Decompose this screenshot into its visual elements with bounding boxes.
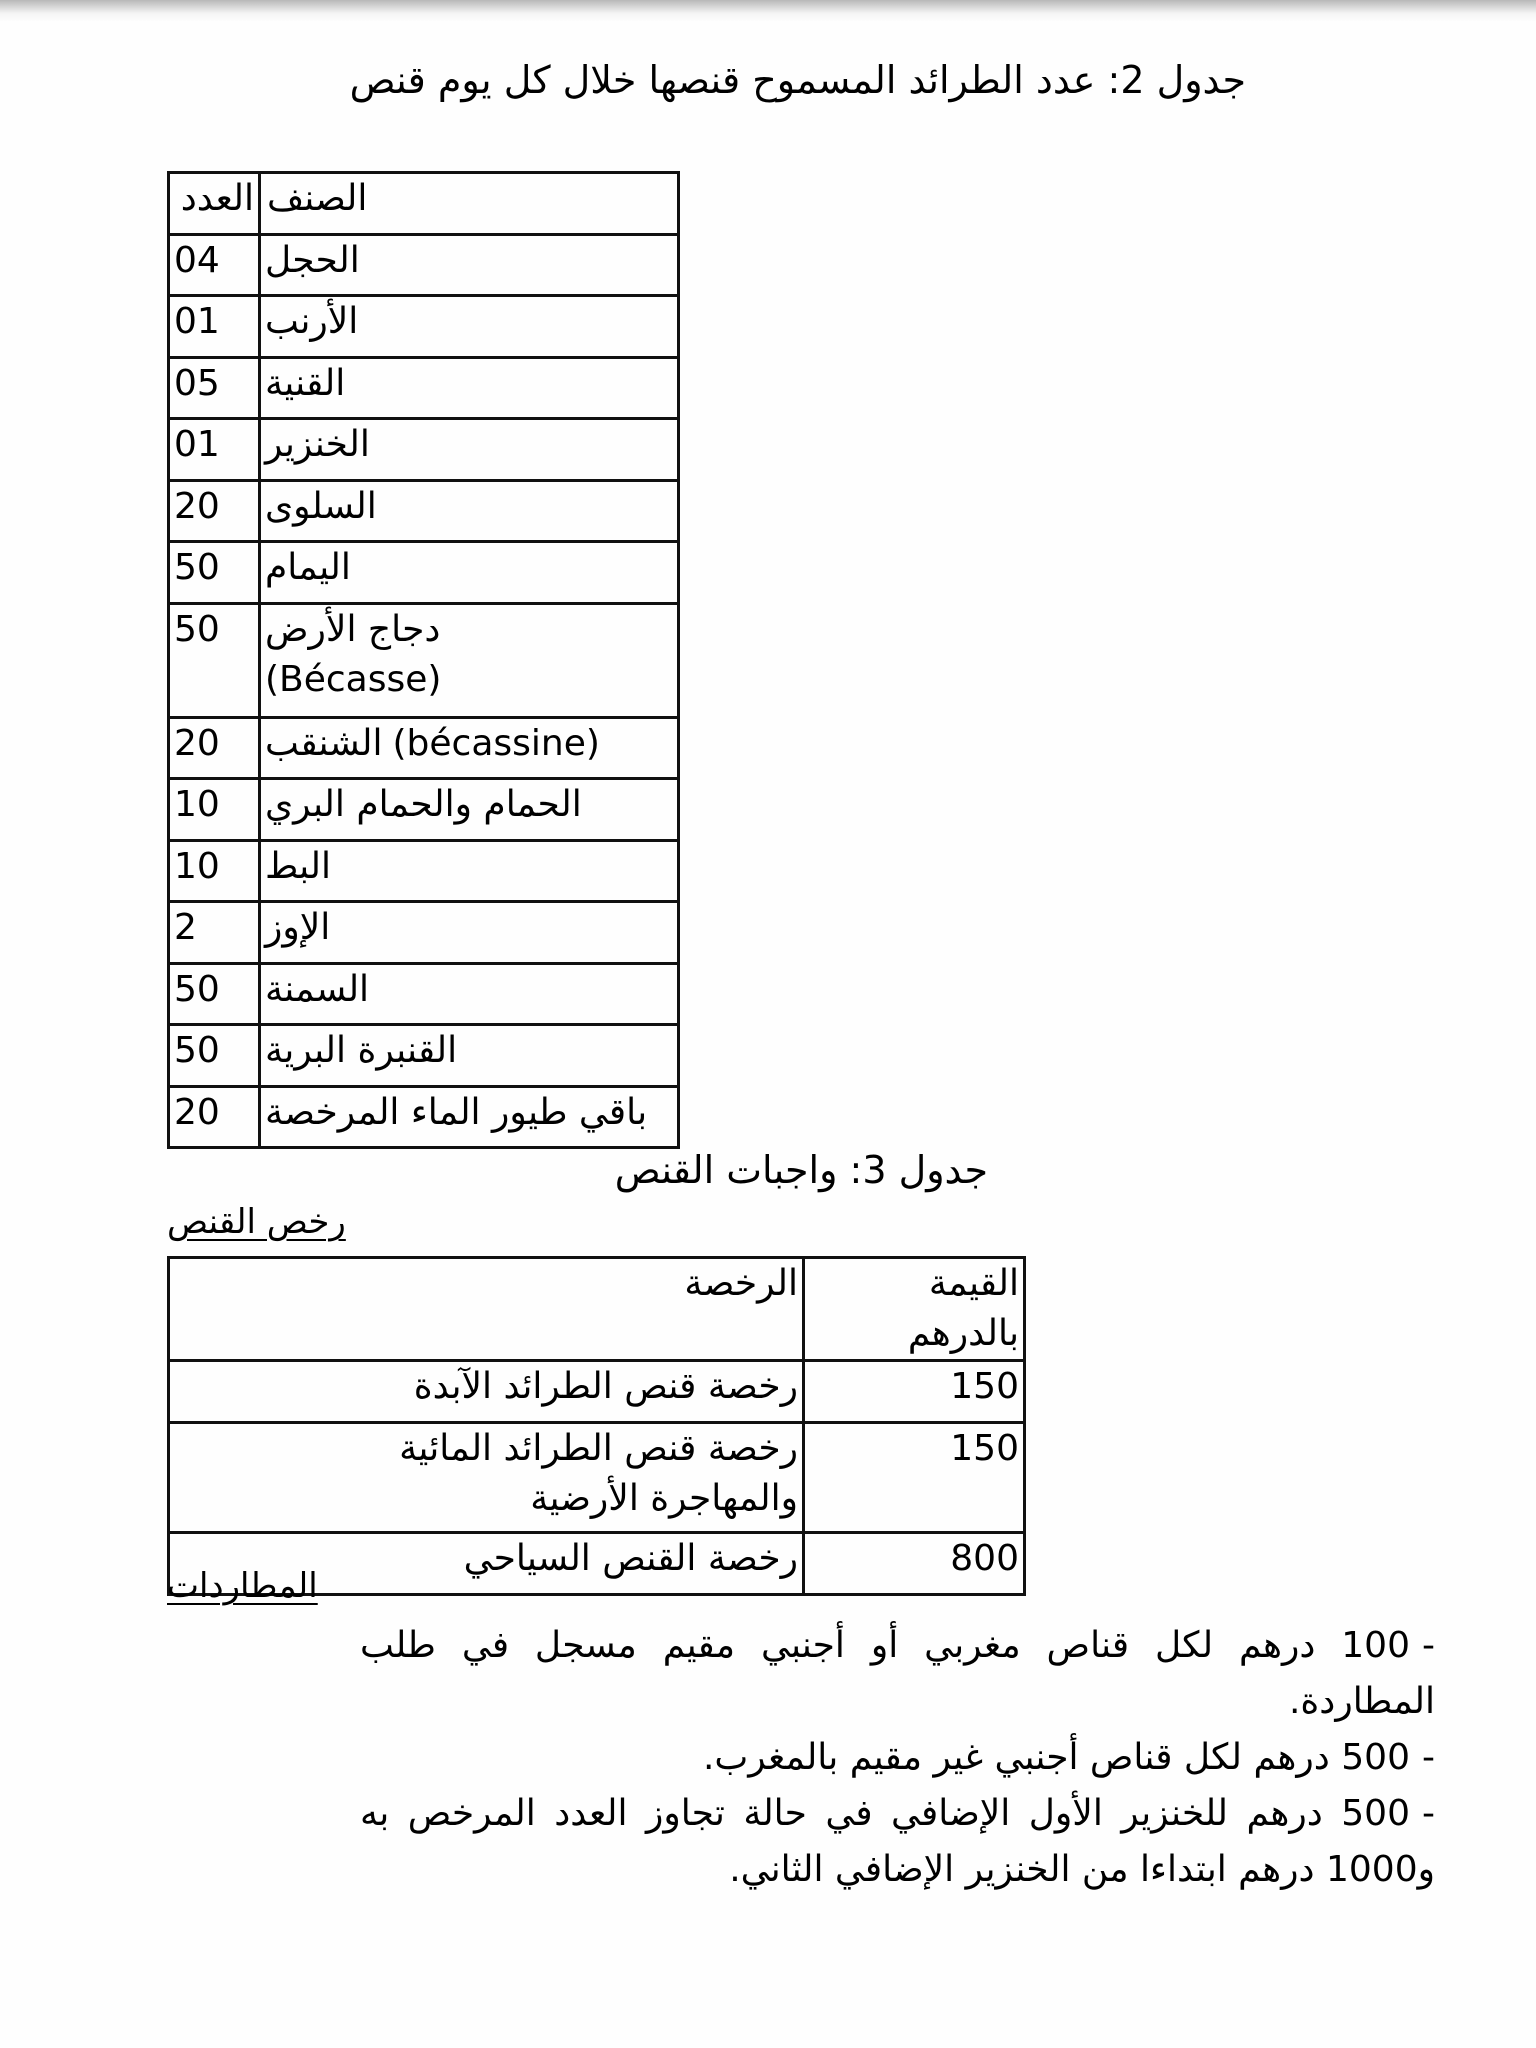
header-count: العدد bbox=[169, 173, 260, 235]
species-name: السلوى bbox=[265, 485, 377, 527]
top-edge-shadow bbox=[0, 0, 1536, 22]
table-row bbox=[169, 1025, 679, 1087]
count-cell: 20 bbox=[169, 480, 260, 542]
licenses-table bbox=[167, 1256, 1026, 1596]
bullet-dash: - bbox=[1422, 1625, 1435, 1666]
bullet-dash: - bbox=[1422, 1737, 1435, 1778]
table3-caption: جدول 3: واجبات القنص bbox=[614, 1148, 988, 1192]
table-row bbox=[169, 1086, 679, 1148]
table-row bbox=[169, 419, 679, 481]
table-row bbox=[169, 840, 679, 902]
species-name: دجاج الأرض bbox=[265, 608, 441, 650]
species-name: الحمام والحمام البري bbox=[265, 784, 582, 825]
chases-heading: المطاردات bbox=[167, 1566, 318, 1606]
count-cell: 50 bbox=[169, 1025, 260, 1087]
table-row bbox=[169, 963, 679, 1025]
daily-limits-table bbox=[167, 171, 680, 1149]
header-species: الصنف bbox=[260, 173, 679, 235]
species-cell bbox=[260, 296, 679, 358]
table-row bbox=[169, 542, 679, 604]
count-cell: 10 bbox=[169, 779, 260, 841]
table-row bbox=[169, 1423, 1025, 1533]
table-row bbox=[169, 296, 679, 358]
chase-item bbox=[360, 1730, 1435, 1786]
species-latin-name: (Bécasse) bbox=[265, 658, 442, 700]
count-cell: 50 bbox=[169, 963, 260, 1025]
species-cell bbox=[260, 480, 679, 542]
species-name: الإوز bbox=[265, 907, 331, 948]
species-cell bbox=[260, 603, 679, 717]
chase-text: 500 درهم للخنزير الأول الإضافي في حالة تجاوز العدد المرخص به و1000 درهم ابتداءا من الخنزير الإضافي الثاني. bbox=[360, 1793, 1435, 1890]
species-cell bbox=[260, 419, 679, 481]
chase-item bbox=[360, 1618, 1435, 1730]
species-wrap bbox=[265, 719, 610, 769]
species-cell bbox=[260, 963, 679, 1025]
count-cell: 50 bbox=[169, 603, 260, 717]
species-cell bbox=[260, 1086, 679, 1148]
table-row bbox=[169, 1361, 1025, 1423]
table-row bbox=[169, 779, 679, 841]
count-cell: 04 bbox=[169, 234, 260, 296]
table-row bbox=[169, 480, 679, 542]
license-cell: رخصة قنص الطرائد الآبدة bbox=[169, 1361, 804, 1423]
count-cell: 05 bbox=[169, 357, 260, 419]
chase-text: 500 درهم لكل قناص أجنبي غير مقيم بالمغرب. bbox=[702, 1737, 1410, 1778]
table-row bbox=[169, 234, 679, 296]
species-cell bbox=[260, 779, 679, 841]
table-row bbox=[169, 357, 679, 419]
species-name: الشنقب bbox=[265, 722, 383, 764]
chase-item bbox=[360, 1786, 1435, 1898]
table2-caption: جدول 2: عدد الطرائد المسموح قنصها خلال كل يوم قنص bbox=[349, 58, 1246, 102]
species-name: السمنة bbox=[265, 968, 370, 1010]
species-name: الأرنب bbox=[265, 301, 359, 342]
chase-text: 100 درهم لكل قناص مغربي أو أجنبي مقيم مسجل في طلب المطاردة. bbox=[360, 1625, 1435, 1722]
licenses-heading: رخص القنص bbox=[167, 1202, 346, 1242]
header-value: القيمة بالدرهم bbox=[804, 1258, 1025, 1361]
license-cell: رخصة القنص السياحي bbox=[169, 1533, 804, 1595]
species-cell bbox=[260, 902, 679, 964]
species-name: اليمام bbox=[265, 547, 351, 588]
species-cell bbox=[260, 1025, 679, 1087]
bullet-dash: - bbox=[1422, 1793, 1435, 1834]
license-cell: رخصة قنص الطرائد المائية والمهاجرة الأرضية bbox=[169, 1423, 804, 1533]
table-row bbox=[169, 717, 679, 779]
species-latin-name: (bécassine) bbox=[392, 722, 600, 764]
table-header-row bbox=[169, 173, 679, 235]
table-header-row bbox=[169, 1258, 1025, 1361]
species-cell bbox=[260, 234, 679, 296]
count-cell: 50 bbox=[169, 542, 260, 604]
value-cell: 150 bbox=[804, 1423, 1025, 1533]
value-cell: 800 bbox=[804, 1533, 1025, 1595]
species-cell bbox=[260, 840, 679, 902]
count-cell: 01 bbox=[169, 296, 260, 358]
header-license: الرخصة bbox=[169, 1258, 804, 1361]
species-cell bbox=[260, 542, 679, 604]
species-name: الخنزير bbox=[265, 424, 370, 465]
value-cell: 150 bbox=[804, 1361, 1025, 1423]
species-cell bbox=[260, 717, 679, 779]
count-cell: 20 bbox=[169, 1086, 260, 1148]
table-row bbox=[169, 902, 679, 964]
count-cell: 01 bbox=[169, 419, 260, 481]
count-cell: 20 bbox=[169, 717, 260, 779]
count-cell: 2 bbox=[169, 902, 260, 964]
table-row bbox=[169, 603, 679, 717]
species-name: البط bbox=[265, 845, 332, 887]
species-name: الحجل bbox=[265, 239, 360, 281]
chases-list bbox=[360, 1618, 1435, 1898]
species-name: القنبرة البرية bbox=[265, 1030, 458, 1071]
species-name: باقي طيور الماء المرخصة bbox=[265, 1091, 648, 1133]
species-cell bbox=[260, 357, 679, 419]
species-name: القنية bbox=[265, 362, 346, 404]
count-cell: 10 bbox=[169, 840, 260, 902]
